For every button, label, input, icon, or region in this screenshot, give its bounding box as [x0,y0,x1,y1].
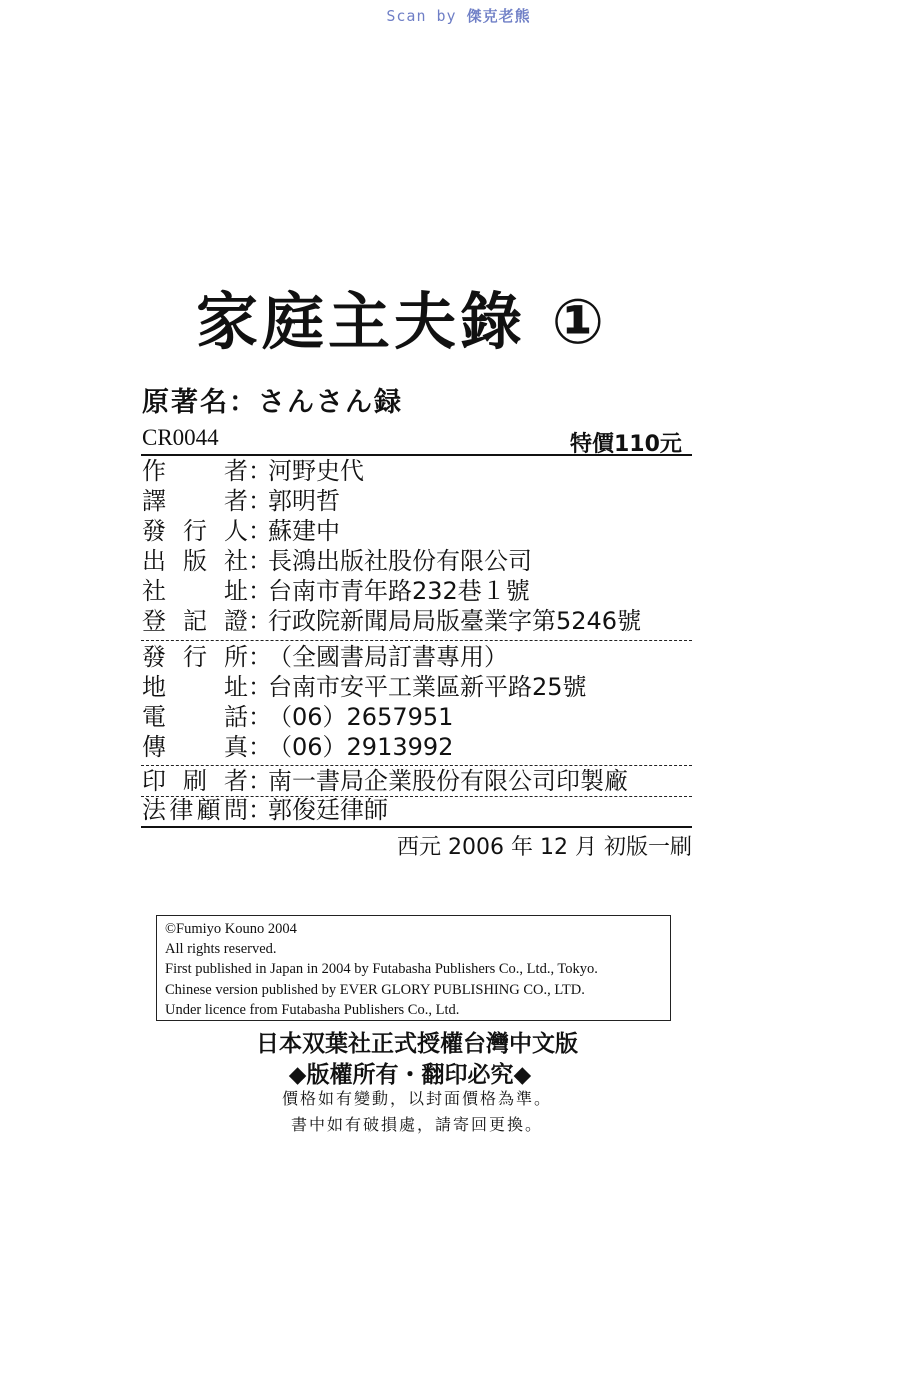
book-title: 家庭主夫錄 ① [196,285,609,358]
row-label: 譯 者 [142,487,248,515]
row-label: 電 話 [142,703,248,731]
divider-dashed [141,640,692,641]
edition-date: 西元 2006 年 12 月 初版一刷 [397,835,692,860]
divider-bottom [141,826,692,828]
rights-notice: ◆版權所有・翻印必究◆ [288,1062,532,1088]
row-label: 印 刷 者 [142,767,248,795]
copyright-line: Chinese version published by EVER GLORY PUBLISHING CO., LTD. [165,981,585,998]
info-row: 出 版 社 ： 長鴻出版社股份有限公司 [142,546,692,576]
info-row: 傳 真 ： （06）2913992 [142,732,692,762]
info-row: 作 者 ： 河野史代 [142,456,692,486]
info-row: 發 行 所 ： （全國書局訂書專用） [142,642,692,672]
original-title: 原著名：さんさん録 [142,387,403,418]
authorization-notice: 日本双葉社正式授權台灣中文版 [256,1031,578,1057]
price-note: 價格如有變動，以封面價格為準。 [281,1089,552,1108]
copyright-line: ©Fumiyo Kouno 2004 [165,921,297,937]
row-label: 發 行 所 [142,643,248,671]
row-label: 法 律 顧 問 [142,796,248,824]
row-value: 台南市青年路232巷１號 [268,577,530,605]
info-row: 譯 者 ： 郭明哲 [142,486,692,516]
copyright-line: Under licence from Futabasha Publishers Co., Ltd. [165,1001,460,1018]
price: 特價110元 [570,432,682,457]
row-label: 出 版 社 [142,547,248,575]
info-row: 發 行 人 ： 蘇建中 [142,516,692,546]
row-value: 蘇建中 [268,517,340,545]
row-label: 作 者 [142,457,248,485]
row-value: 郭明哲 [268,487,340,515]
info-row: 地 址 ： 台南市安平工業區新平路25號 [142,672,692,702]
catalog-code: CR0044 [142,425,219,450]
distributor-info [142,642,692,762]
row-value: （全國書局訂書專用） [268,643,508,671]
row-label: 登 記 證 [142,607,248,635]
row-value: 行政院新聞局局版臺業字第5246號 [268,607,642,635]
return-note: 書中如有破損處，請寄回更換。 [290,1115,543,1134]
row-label: 地 址 [142,673,248,701]
legal-info [142,795,692,825]
info-row: 電 話 ： （06）2657951 [142,702,692,732]
scan-credit [0,5,917,26]
copyright-box [156,915,671,1021]
row-value: 長鴻出版社股份有限公司 [268,547,532,575]
info-row: 法 律 顧 問 ： 郭俊廷律師 [142,795,692,825]
scan-credit-prefix: Scan by [386,7,457,25]
copyright-line: First published in Japan in 2004 by Futabasha Publishers Co., Ltd., Tokyo. [165,961,598,978]
row-label: 傳 真 [142,733,248,761]
row-value: 南一書局企業股份有限公司印製廠 [268,767,628,795]
row-value: 河野史代 [268,457,364,485]
row-value: 台南市安平工業區新平路25號 [268,673,587,701]
row-value: （06）2657951 [268,703,454,731]
copyright-line: All rights reserved. [165,941,277,958]
info-row: 印 刷 者 ： 南一書局企業股份有限公司印製廠 [142,766,692,796]
row-label: 發 行 人 [142,517,248,545]
publisher-info [142,456,692,636]
row-value: 郭俊廷律師 [268,796,388,824]
info-row: 登 記 證 ： 行政院新聞局局版臺業字第5246號 [142,606,692,636]
info-row: 社 址 ： 台南市青年路232巷１號 [142,576,692,606]
printer-info [142,766,692,796]
row-label: 社 址 [142,577,248,605]
row-value: （06）2913992 [268,733,454,761]
scan-credit-name: 傑克老熊 [466,7,531,25]
